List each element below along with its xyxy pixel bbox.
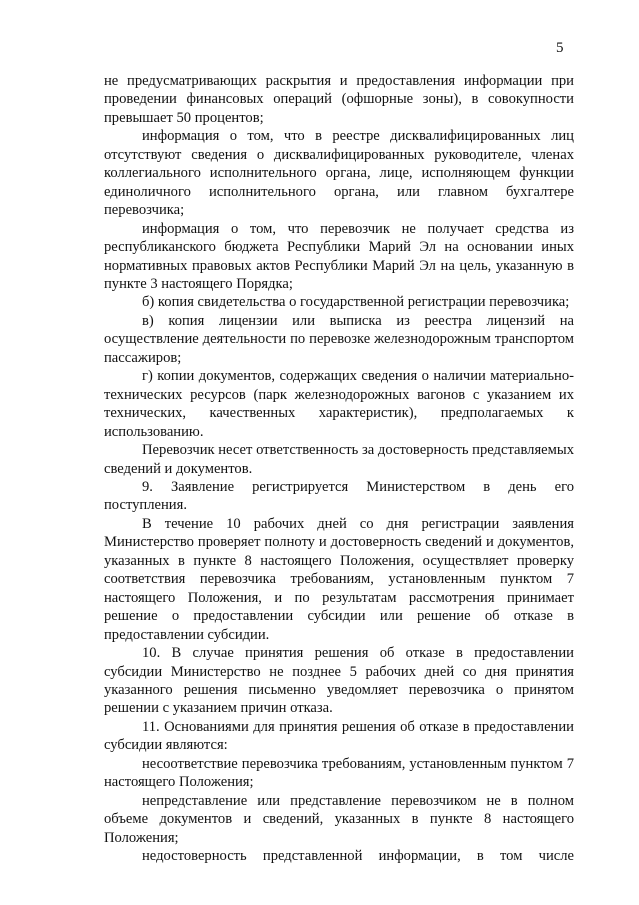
document-body [104,72,574,865]
paragraph-review-period: В течение 10 рабочих дней со дня регистрации заявления Министерство проверяет полноту и достоверность сведений и документов, указанных в пункте 8 настоящего Положения, осуществляет проверку соответствия перевозчика требованиям, установленным пунктом 7 настоящего Положения, и по результатам рассмотрения принимает решение о предоставлении субсидии или решение об отказе в предоставлении субсидии. [104,515,574,643]
paragraph-registration-certificate: б) копия свидетельства о государственной регистрации перевозчика; [142,294,570,311]
paragraph-item-9: 9. Заявление регистрируется Министерством в день его поступления. [104,478,574,514]
paragraph-item-11: 11. Основаниями для принятия решения об отказе в предоставлении субсидии являются: [104,718,574,754]
paragraph-offshore-continuation: не предусматривающих раскрытия и предоставления информации при проведении финансовых операций (офшорные зоны), в совокупности превышает 50 процентов; [104,73,574,126]
page-number: 5 [556,40,564,56]
paragraph-carrier-responsibility: Перевозчик несет ответственность за достоверность представляемых сведений и документов. [104,442,574,477]
paragraph-item-10: 10. В случае принятия решения об отказе в предоставлении субсидии Министерство не позднее 5 рабочих дней со дня принятия указанного решения письменно уведомляет перевозчика о принятом решении с указанием причин отказа. [104,645,574,717]
paragraph-incomplete-documents: непредставление или представление перевозчиком не в полном объеме документов и сведений, указанных в пункте 8 настоящего Положения; [104,792,574,846]
paragraph-material-resources: г) копии документов, содержащих сведения о наличии материально-технических ресурсов (парк железнодорожных вагонов с указанием их технических, качественных характеристик), предполагаемых к использованию. [104,368,574,440]
paragraph-nonconformity: несоответствие перевозчика требованиям, установленным пунктом 7 настоящего Положения; [104,755,574,791]
paragraph-no-budget-funds: информация о том, что перевозчик не получает средства из республиканского бюджета Республики Марий Эл на основании иных нормативных правовых актов Республики Марий Эл на цель, указанную в пункте 3 настоящего Порядка; [104,220,574,292]
paragraph-license-copy: в) копия лицензии или выписка из реестра лицензий на осуществление деятельности по перевозке железнодорожным транспортом пассажиров; [104,312,574,366]
paragraph-disqualified-persons: информация о том, что в реестре дисквалифицированных лиц отсутствуют сведения о дисквалифицированных руководителе, членах коллегиального исполнительного органа, лице, исполняющем функции единоличного исполнительного органа, или главном бухгалтере перевозчика; [104,128,574,219]
paragraph-inaccuracy: недостоверность представленной информации, в том числе [142,848,574,865]
